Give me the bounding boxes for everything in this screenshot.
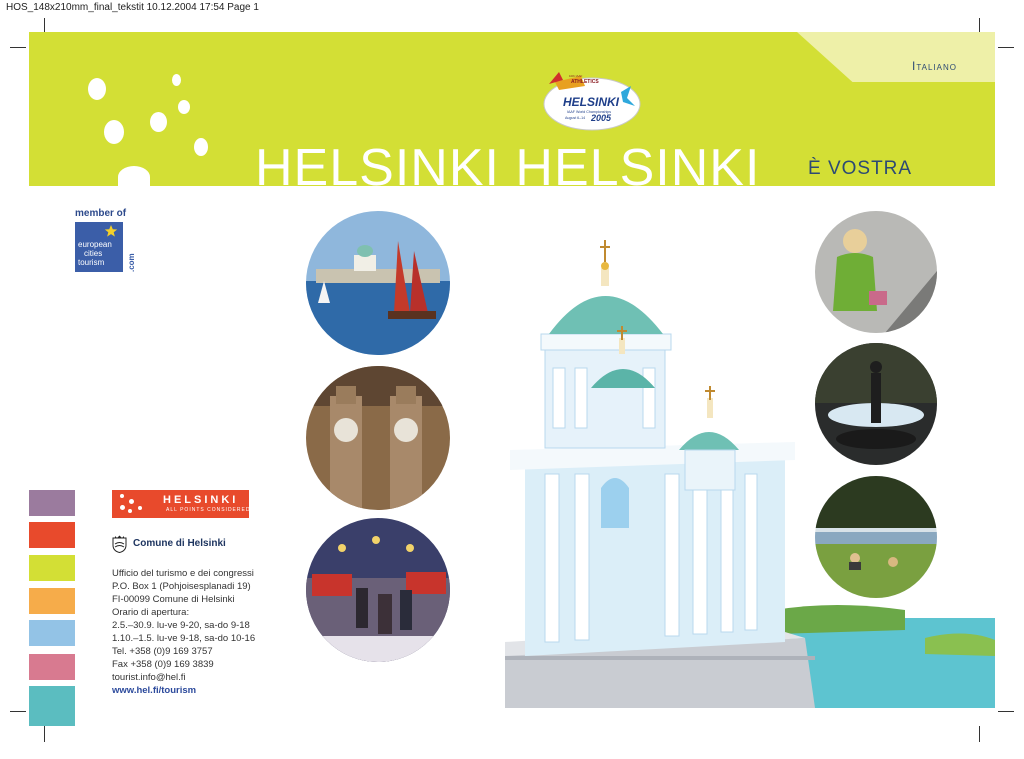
language-label: Italiano: [912, 59, 957, 73]
crop-mark: [10, 711, 26, 712]
address-line: Orario di apertura:: [112, 607, 190, 618]
star-icon: [104, 224, 118, 238]
dot: [104, 120, 124, 144]
photo-harbour: [306, 211, 450, 355]
city-name: Comune di Helsinki: [133, 538, 226, 549]
crop-mark: [979, 726, 980, 742]
dot: [118, 166, 150, 188]
badge-subtitle: IAAF World Championships: [567, 110, 612, 114]
color-swatch-lime: [29, 555, 75, 581]
address-line: 2.5.–30.9. lu-ve 9-20, sa-do 9-18: [112, 620, 250, 631]
color-swatch-purple: [29, 490, 75, 516]
city-crest-icon: [112, 535, 127, 553]
ect-domain: .com: [127, 253, 136, 272]
dot: [88, 78, 106, 100]
address-line: Ufficio del turismo e dei congressi: [112, 568, 254, 579]
photo-christmas-market: [306, 518, 450, 662]
color-swatch-red: [29, 522, 75, 548]
crop-mark: [10, 47, 26, 48]
dot: [172, 74, 181, 86]
color-swatch-teal: [29, 686, 75, 726]
dot: [120, 505, 125, 510]
helsinki-cathedral-illustration: [505, 238, 995, 708]
dot: [178, 100, 190, 114]
dot: [138, 506, 142, 510]
color-swatch-orange: [29, 588, 75, 614]
print-header: HOS_148x210mm_final_tekstit 10.12.2004 17:54 Page 1: [6, 2, 259, 13]
ect-line: european: [78, 240, 112, 249]
ect-logo-text: [78, 240, 112, 267]
crop-mark: [998, 47, 1014, 48]
crop-mark: [998, 711, 1014, 712]
dot: [120, 494, 124, 498]
tagline: È VOSTRA: [808, 158, 913, 179]
color-swatch-pink: [29, 654, 75, 680]
badge-year: 2005: [591, 113, 612, 123]
photo-railway-statues: [306, 366, 450, 510]
helsinki-wordmark: HELSINKI HELSINKI: [255, 139, 761, 186]
address-line: P.O. Box 1 (Pohjoisesplanadi 19): [112, 581, 251, 592]
badge-top: 10th IAAF: [569, 74, 583, 78]
dot: [150, 112, 167, 132]
badge-athletics: ATHLETICS: [571, 79, 599, 85]
badge-dates: August 6–14: [565, 116, 586, 120]
email-line[interactable]: tourist.info@hel.fi: [112, 672, 186, 683]
brand-logo-slogan: ALL POINTS CONSIDERED: [166, 507, 251, 513]
badge-city: HELSINKI: [563, 95, 620, 109]
address-line: FI-00099 Comune di Helsinki: [112, 594, 235, 605]
crop-mark: [44, 726, 45, 742]
phone-line: Tel. +358 (0)9 169 3757: [112, 646, 213, 657]
ect-line: cities: [84, 249, 103, 258]
color-swatch-lightblue: [29, 620, 75, 646]
fax-line: Fax +358 (0)9 169 3839: [112, 659, 214, 670]
member-of-label: member of: [75, 208, 127, 219]
dot: [129, 499, 134, 504]
dot: [128, 509, 132, 513]
ect-line: tourism: [78, 258, 105, 267]
website-link[interactable]: www.hel.fi/tourism: [112, 685, 197, 696]
address-line: 1.10.–1.5. lu-ve 9-18, sa-do 10-16: [112, 633, 256, 644]
brand-logo-name: HELSINKI: [163, 494, 239, 506]
contact-info: [112, 567, 255, 697]
championships-logo: [541, 68, 643, 134]
dot: [194, 138, 208, 156]
